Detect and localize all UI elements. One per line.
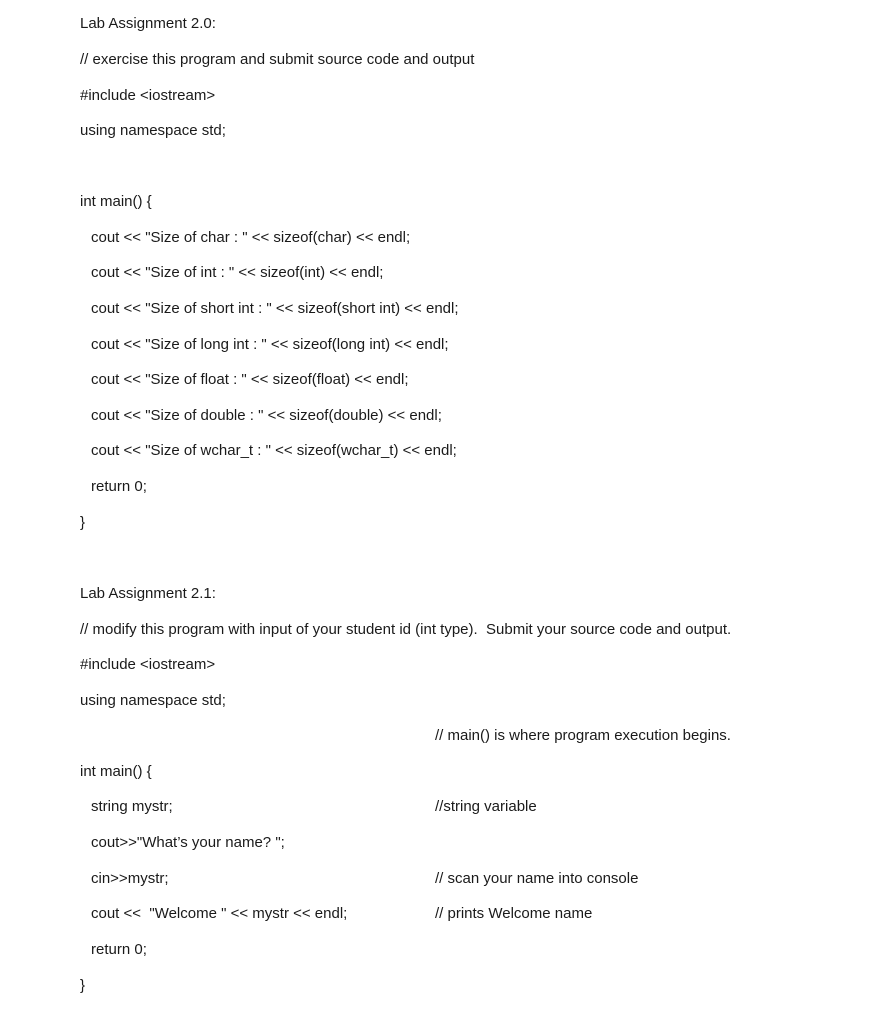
code-line: cout << "Size of long int : " << sizeof(long int) << endl; <box>91 336 449 353</box>
code-line: cout << "Size of short int : " << sizeof(short int) << endl; <box>91 300 459 317</box>
code-line: cout << "Welcome " << mystr << endl; <box>91 905 348 922</box>
using-line: using namespace std; <box>80 692 226 709</box>
code-line: return 0; <box>91 941 147 958</box>
code-line: string mystr; <box>91 798 173 815</box>
inline-comment: // scan your name into console <box>435 870 639 887</box>
main-close: } <box>80 514 86 531</box>
main-comment: // main() is where program execution begins. <box>435 727 731 744</box>
main-close: } <box>80 977 86 994</box>
code-comment: // exercise this program and submit source code and output <box>80 51 475 68</box>
code-line: cout << "Size of double : " << sizeof(double) << endl; <box>91 407 442 424</box>
section-title: Lab Assignment 2.1: <box>80 585 216 602</box>
code-line: cin>>mystr; <box>91 870 169 887</box>
code-line: cout << "Size of int : " << sizeof(int) << endl; <box>91 264 384 281</box>
main-open: int main() { <box>80 763 152 780</box>
code-line: cout << "Size of wchar_t : " << sizeof(wchar_t) << endl; <box>91 442 457 459</box>
code-line: cout << "Size of float : " << sizeof(float) << endl; <box>91 371 409 388</box>
code-comment: // modify this program with input of your student id (int type). Submit your source code and output. <box>80 621 732 638</box>
inline-comment: // prints Welcome name <box>435 905 593 922</box>
using-line: using namespace std; <box>80 122 226 139</box>
inline-comment: //string variable <box>435 798 537 815</box>
code-line: cout>>"What’s your name? "; <box>91 834 285 851</box>
section-title: Lab Assignment 2.0: <box>80 15 216 32</box>
include-line: #include <iostream> <box>80 87 216 104</box>
main-open: int main() { <box>80 193 152 210</box>
include-line: #include <iostream> <box>80 656 216 673</box>
code-line: cout << "Size of char : " << sizeof(char) << endl; <box>91 229 411 246</box>
code-line: return 0; <box>91 478 147 495</box>
